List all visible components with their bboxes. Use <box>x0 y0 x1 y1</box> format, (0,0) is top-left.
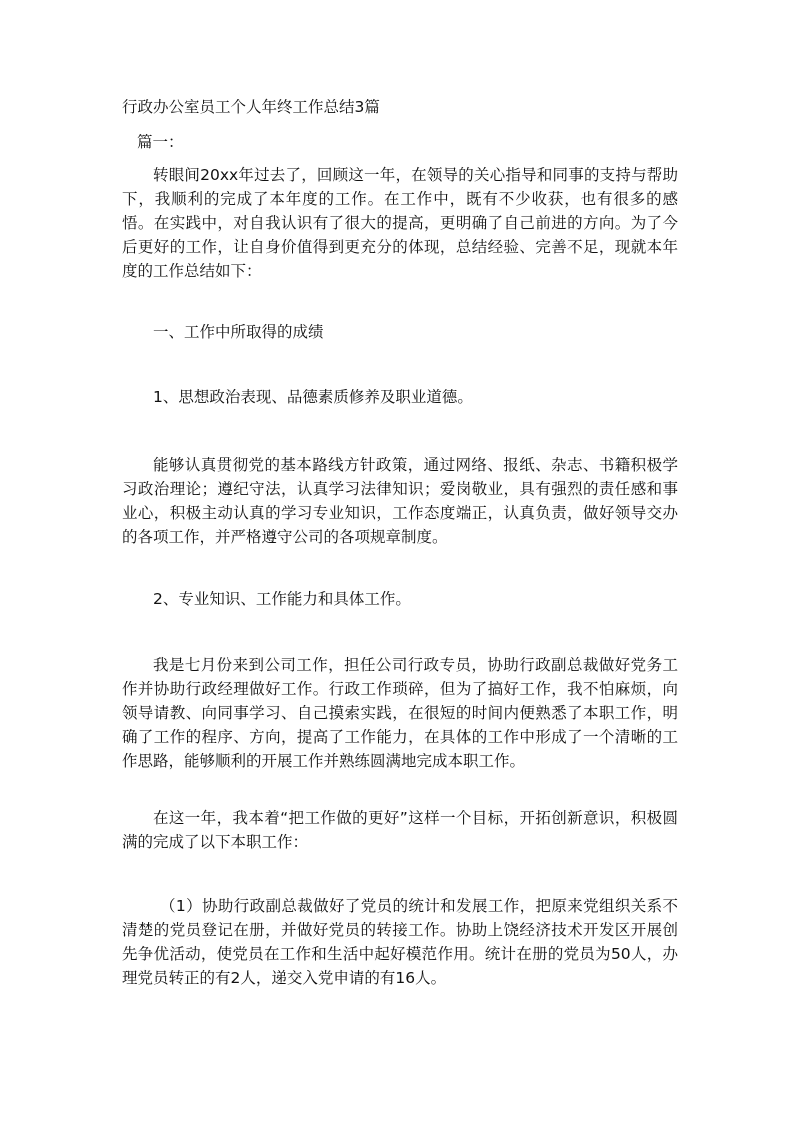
item2-body: 我是七月份来到公司工作，担任公司行政专员，协助行政副总裁做好党务工作并协助行政经理做好工作。行政工作琐碎，但为了搞好工作，我不怕麻烦，向领导请教、向同事学习、自己摸索实践，在很短的时间内便熟悉了本职工作，明确了工作的程序、方向，提高了工作能力，在具体的工作中形成了一个清晰的工作思路，能够顺利的开展工作并熟练圆满地完成本职工作。 <box>122 656 678 770</box>
document-title: 行政办公室员工个人年终工作总结3篇 <box>122 98 380 116</box>
item1-heading: 1、思想政治表现、品德素质修养及职业道德。 <box>153 388 473 406</box>
item2-heading: 2、专业知识、工作能力和具体工作。 <box>153 590 411 608</box>
section-heading: 一、工作中所取得的成绩 <box>153 323 324 341</box>
item1-body: 能够认真贯彻党的基本路线方针政策，通过网络、报纸、杂志、书籍积极学习政治理论；遵纪守法，认真学习法律知识；爱岗敬业，具有强烈的责任感和事业心，积极主动认真的学习专业知识，工作态度端正，认真负责，做好领导交办的各项工作，并严格遵守公司的各项规章制度。 <box>122 456 678 546</box>
part-label: 篇一： <box>137 133 184 151</box>
goal-paragraph: 在这一年，我本着“把工作做的更好”这样一个目标，开拓创新意识，积极圆满的完成了以下本职工作： <box>122 809 678 851</box>
intro-paragraph: 转眼间20xx年过去了，回顾这一年，在领导的关心指导和同事的支持与帮助下，我顺利的完成了本年度的工作。在工作中，既有不少收获，也有很多的感悟。在实践中，对自我认识有了很大的提高，更明确了自己前进的方向。为了今后更好的工作，让自身价值得到更充分的体现，总结经验、完善不足，现就本年度的工作总结如下： <box>122 166 678 280</box>
task1-paragraph: （1）协助行政副总裁做好了党员的统计和发展工作，把原来党组织关系不清楚的党员登记在册，并做好党员的转接工作。协助上饶经济技术开发区开展创先争优活动，使党员在工作和生活中起好模范作用。统计在册的党员为50人，办理党员转正的有2人，递交入党申请的有16人。 <box>122 897 678 987</box>
